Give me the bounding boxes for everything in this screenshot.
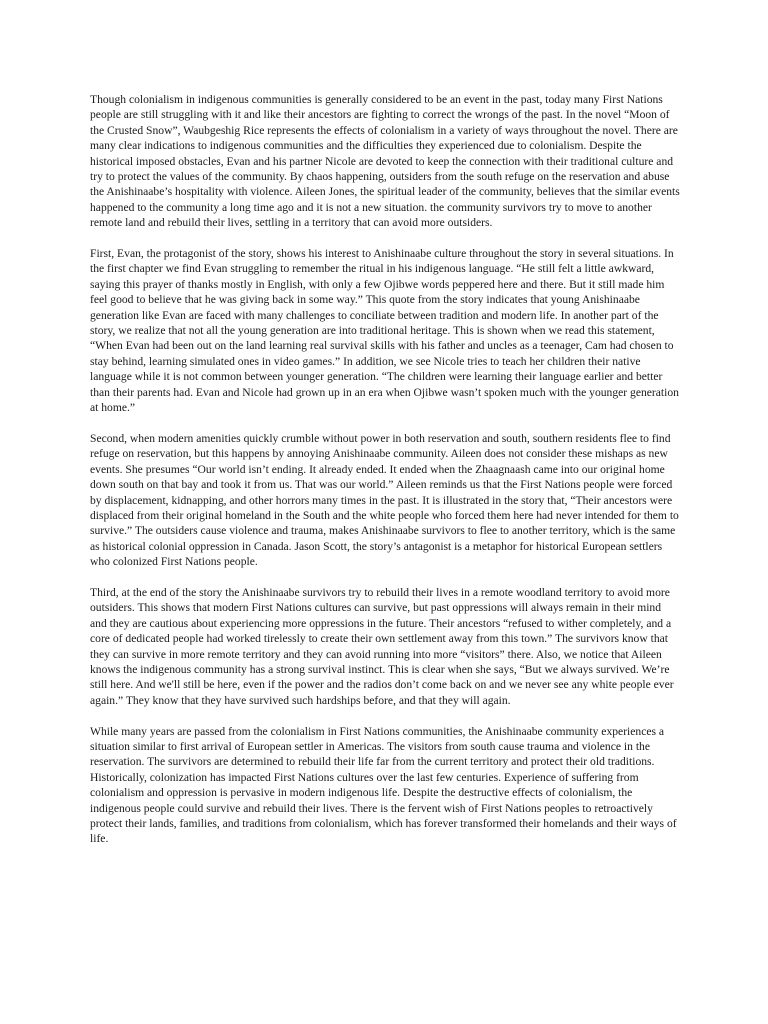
paragraph-first-point: First, Evan, the protagonist of the story, shows his interest to Anishinaabe culture throughout the story in several situations. In the first chapter we find Evan struggling to remember the ritual in his indigenous language. “He still felt a little awkward, saying this prayer of thanks mostly in English, with only a few Ojibwe words peppered here and there. But it still made him feel good to believe that he was giving back in some way.” This quote from the story indicates that young Anishinaabe generation like Evan are faced with many challenges to conciliate between tradition and modern life. In another part of the story, we realize that not all the young generation are into traditional heritage. This is shown when we read this statement, “When Evan had been out on the land learning real survival skills with his father and uncles as a teenager, Cam had chosen to stay behind, learning simulated ones in video games.” In addition, we see Nicole tries to teach her children their native language while it is not common between younger generation. “The children were learning their language earlier and better than their parents had. Evan and Nicole had grown up in an era when Ojibwe wasn’t spoken much with the younger generation at home.” [90,247,679,415]
paragraph-introduction: Though colonialism in indigenous communities is generally considered to be an event in the past, today many First Nations people are still struggling with it and like their ancestors are fighting to correct the wrongs of the past. In the novel “Moon of the Crusted Snow”, Waubgeshig Rice represents the effects of colonialism in a variety of ways throughout the novel. There are many clear indications to indigenous communities and the difficulties they experienced due to colonialism. Despite the historical imposed obstacles, Evan and his partner Nicole are devoted to keep the connection with their traditional culture and try to protect the values of the community. By chaos happening, outsiders from the south refuge on the reservation and abuse the Anishinaabe’s hospitality with violence. Aileen Jones, the spiritual leader of the community, believes that the similar events happened to the community a long time ago and it is not a new situation. the community survivors try to move to another remote land and rebuild their lives, settling in a territory that can avoid more outsiders. [90,93,680,230]
essay-body [90,92,680,862]
paragraph-second-point: Second, when modern amenities quickly crumble without power in both reservation and south, southern residents flee to find refuge on reservation, but this happens by annoying Anishinaabe community. Aileen does not consider these mishaps as new events. She presumes “Our world isn’t ending. It already ended. It ended when the Zhaagnaash came into our original home down south on that bay and took it from us. That was our world.” Aileen reminds us that the First Nations people were forced by displacement, kidnapping, and other horrors many times in the past. It is illustrated in the story that, “Their ancestors were displaced from their original homeland in the South and the white people who forced them here had never intended for them to survive.” The outsiders cause violence and trauma, makes Anishinaabe survivors to flee to another territory, which is the same as historical colonial oppression in Canada. Jason Scott, the story’s antagonist is a metaphor for historical European settlers who colonized First Nations people. [90,431,679,569]
paragraph-third-point: Third, at the end of the story the Anishinaabe survivors try to rebuild their lives in a remote woodland territory to avoid more outsiders. This shows that modern First Nations cultures can survive, but past oppressions will always remain in their mind and they are cautious about experiencing more oppressions in the future. Their ancestors “refused to wither completely, and a core of dedicated people had worked tirelessly to create their own settlement away from this town.” The survivors know that they can survive in more remote territory and they can avoid running into more “visitors” there. Also, we notice that Aileen knows the indigenous community has a strong survival instinct. This is clear when she says, “But we always survived. We’re still here. And we'll still be here, even if the power and the radios don’t come back on and we never see any white people ever again.” They know that they have survived such hardships before, and that they will again. [90,585,674,707]
paragraph-conclusion: While many years are passed from the colonialism in First Nations communities, the Anishinaabe community experiences a situation similar to first arrival of European settler in Americas. The visitors from south cause trauma and violence in the reservation. The survivors are determined to rebuild their life far from the current territory and protect their old traditions. Historically, colonization has impacted First Nations cultures over the last few centuries. Experience of suffering from colonialism and oppression is pervasive in modern indigenous life. Despite the destructive effects of colonialism, the indigenous people could survive and rebuild their lives. There is the fervent wish of First Nations peoples to retroactively protect their lands, families, and traditions from colonialism, which has forever transformed their homelands and their ways of life. [90,724,677,846]
